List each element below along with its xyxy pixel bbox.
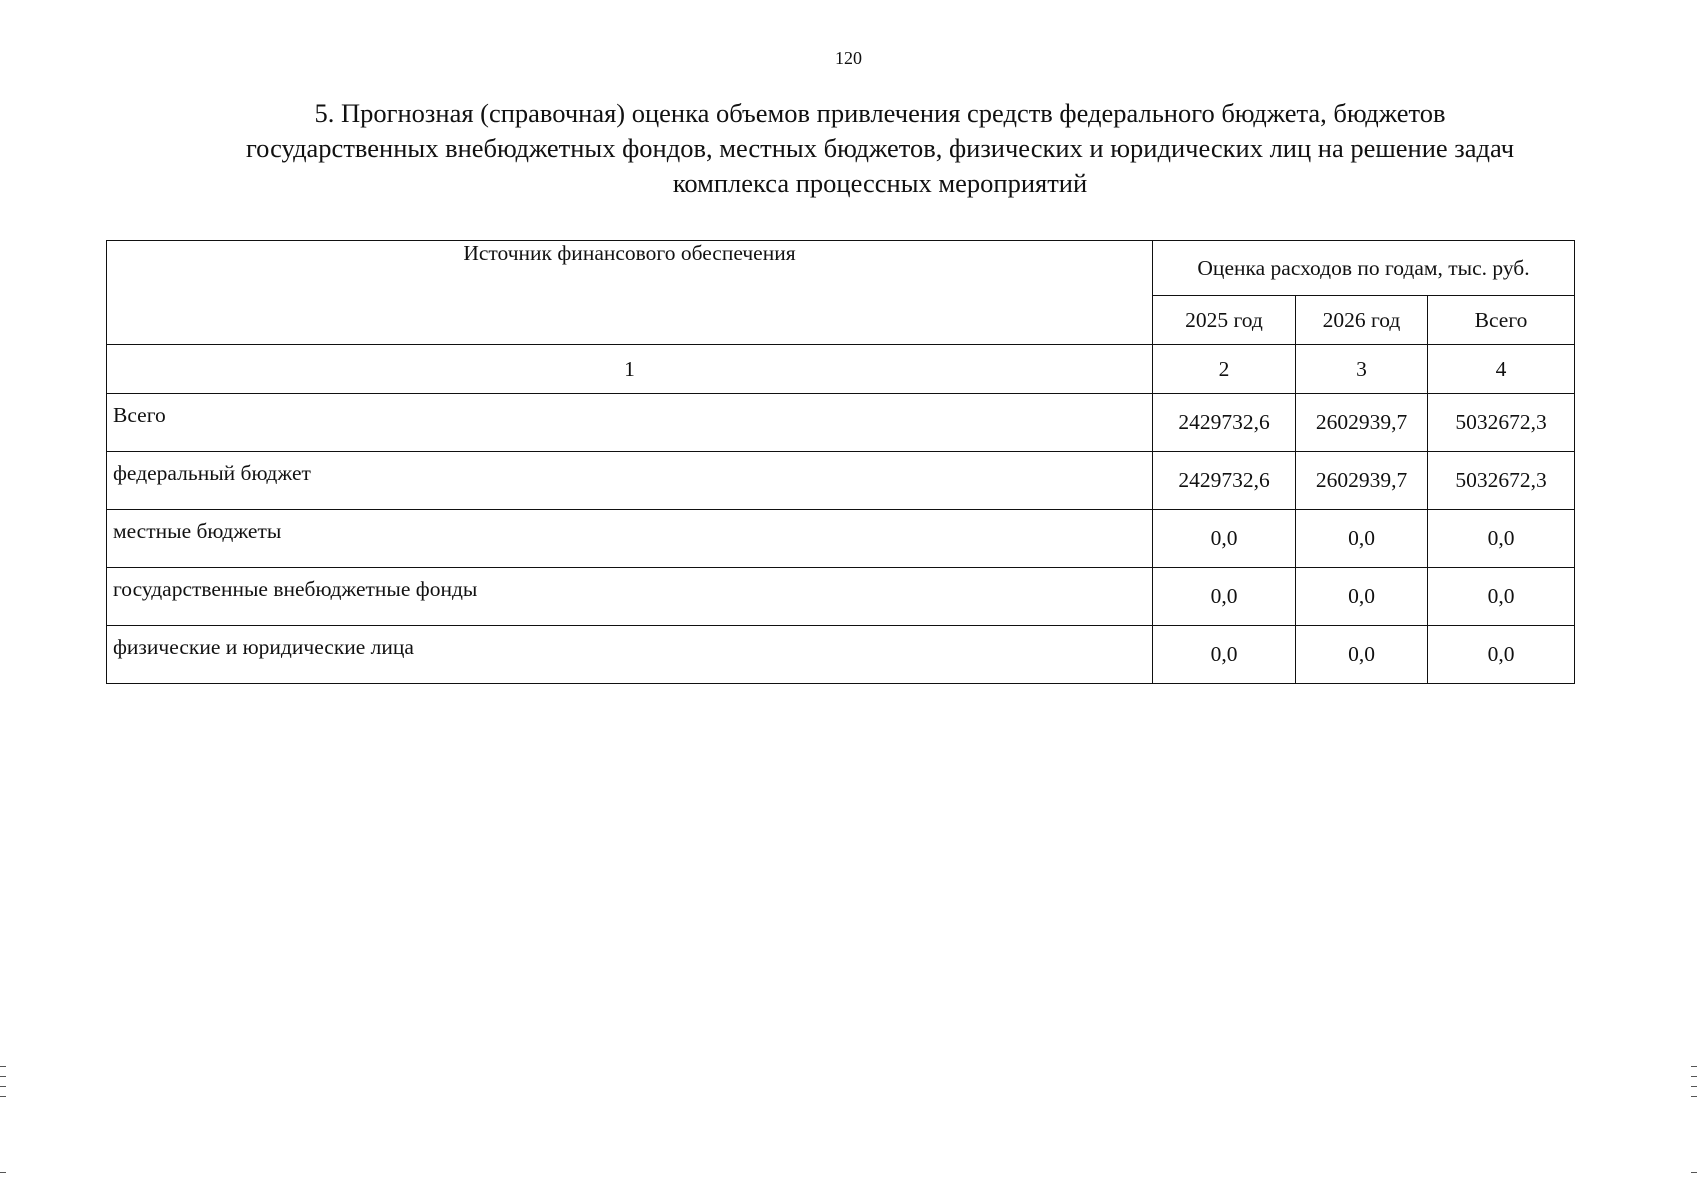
cell-total: 0,0 [1428,510,1575,568]
scan-edge-mark [1691,1076,1697,1077]
scan-edge-mark [1691,1172,1697,1173]
cell-total: 0,0 [1428,568,1575,626]
column-number: 4 [1428,345,1575,394]
cell-2026: 0,0 [1296,510,1428,568]
section-title-line: комплекса процессных мероприятий [672,168,1088,198]
scan-edge-mark [1691,1096,1697,1097]
row-label: местные бюджеты [107,510,1153,568]
header-total: Всего [1428,296,1575,345]
cell-2025: 0,0 [1153,626,1296,684]
header-source: Источник финансового обеспечения [107,241,1153,345]
scan-edge-mark [0,1096,6,1097]
cell-2026: 2602939,7 [1296,452,1428,510]
scan-edge-mark [0,1076,6,1077]
cell-2025: 0,0 [1153,568,1296,626]
scan-edge-mark [0,1172,6,1173]
cell-2025: 2429732,6 [1153,452,1296,510]
row-label: Всего [107,394,1153,452]
cell-total: 0,0 [1428,626,1575,684]
scan-edge-mark [1691,1066,1697,1067]
section-title-line: 5. Прогнозная (справочная) оценка объемов привлечения средств федерального бюджета, бюджетов [314,98,1446,128]
column-number-row [107,345,1575,394]
cell-total: 5032672,3 [1428,394,1575,452]
cell-2026: 0,0 [1296,568,1428,626]
row-label: федеральный бюджет [107,452,1153,510]
header-year-2025: 2025 год [1153,296,1296,345]
table-row [107,626,1575,684]
table-row [107,394,1575,452]
funding-table [106,240,1575,684]
row-label: физические и юридические лица [107,626,1153,684]
row-label: государственные внебюджетные фонды [107,568,1153,626]
scan-edge-mark [1691,1086,1697,1087]
header-year-2026: 2026 год [1296,296,1428,345]
column-number: 3 [1296,345,1428,394]
page-number: 120 [835,48,862,68]
cell-total: 5032672,3 [1428,452,1575,510]
table-row [107,452,1575,510]
table-row [107,510,1575,568]
cell-2026: 0,0 [1296,626,1428,684]
column-number: 1 [107,345,1153,394]
cell-2025: 0,0 [1153,510,1296,568]
table-row [107,568,1575,626]
scan-edge-mark [0,1086,6,1087]
header-expense-estimate: Оценка расходов по годам, тыс. руб. [1153,241,1575,296]
section-title-line: государственных внебюджетных фондов, местных бюджетов, физических и юридических лиц на решение задач [245,133,1515,163]
section-title [180,96,1580,201]
scan-edge-mark [0,1066,6,1067]
cell-2026: 2602939,7 [1296,394,1428,452]
column-number: 2 [1153,345,1296,394]
cell-2025: 2429732,6 [1153,394,1296,452]
